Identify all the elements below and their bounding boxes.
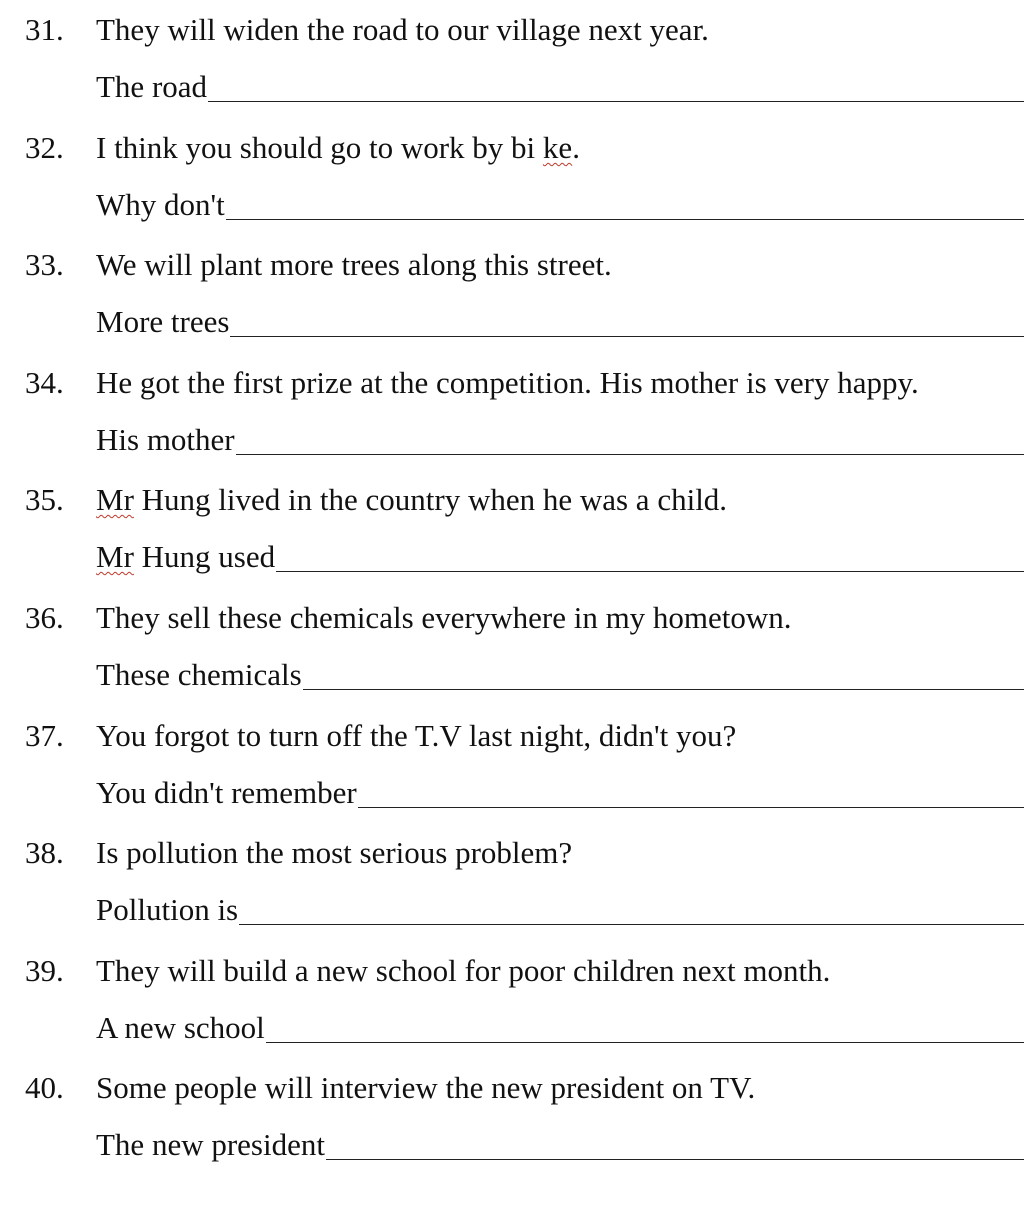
exercise-38: [0, 823, 1024, 941]
sentence-text: .: [572, 130, 580, 165]
rewrite-prompt: These chemicals: [96, 657, 302, 692]
answer-row: [96, 65, 1024, 109]
item-number: 36.: [25, 600, 64, 635]
exercise-35: [0, 470, 1024, 588]
exercise-37: [0, 706, 1024, 824]
original-sentence: [96, 478, 727, 522]
prompt-text: Hung used: [133, 539, 276, 574]
sentence-row: [0, 243, 1024, 287]
exercise-36: [0, 588, 1024, 706]
answer-blank[interactable]: [239, 888, 1024, 925]
exercise-40: [0, 1058, 1024, 1176]
sentence-row: [0, 478, 1024, 522]
item-number: 39.: [25, 953, 64, 988]
sentence-row: [0, 949, 1024, 993]
original-sentence: Some people will interview the new president on TV.: [96, 1070, 756, 1105]
item-number: 35.: [25, 482, 64, 517]
exercise-39: [0, 941, 1024, 1059]
rewrite-prompt: His mother: [96, 422, 235, 457]
spellcheck-flagged-word[interactable]: Mr: [96, 539, 134, 574]
sentence-row: [0, 831, 1024, 875]
item-number: 38.: [25, 835, 64, 870]
answer-blank[interactable]: [303, 653, 1024, 690]
answer-blank[interactable]: [266, 1006, 1024, 1043]
exercise-33: [0, 235, 1024, 353]
answer-row: [96, 888, 1024, 932]
answer-blank[interactable]: [230, 300, 1024, 337]
item-number: 31.: [25, 12, 64, 47]
item-number: 33.: [25, 247, 64, 282]
rewrite-prompt: More trees: [96, 304, 230, 339]
answer-blank[interactable]: [226, 183, 1024, 220]
rewrite-prompt: Pollution is: [96, 892, 239, 927]
exercise-32: [0, 118, 1024, 236]
sentence-row: [0, 1066, 1024, 1110]
sentence-row: [0, 8, 1024, 52]
rewrite-prompt: The new president: [96, 1127, 325, 1162]
sentence-row: [0, 596, 1024, 640]
sentence-row: [0, 714, 1024, 758]
original-sentence: They sell these chemicals everywhere in my hometown.: [96, 600, 792, 635]
exercise-31: [0, 0, 1024, 118]
original-sentence: They will widen the road to our village next year.: [96, 12, 709, 47]
original-sentence: Is pollution the most serious problem?: [96, 835, 573, 870]
answer-blank[interactable]: [358, 771, 1024, 808]
sentence-row: [0, 126, 1024, 170]
answer-blank[interactable]: [236, 418, 1024, 455]
answer-blank[interactable]: [276, 535, 1024, 572]
answer-row: [96, 535, 1024, 579]
answer-row: [96, 1123, 1024, 1167]
item-number: 37.: [25, 718, 64, 753]
answer-row: [96, 418, 1024, 462]
item-number: 34.: [25, 365, 64, 400]
sentence-row: [0, 361, 1024, 405]
answer-blank[interactable]: [326, 1123, 1024, 1160]
answer-row: [96, 183, 1024, 227]
exercise-34: [0, 353, 1024, 471]
original-sentence: You forgot to turn off the T.V last night, didn't you?: [96, 718, 737, 753]
answer-blank[interactable]: [208, 65, 1024, 102]
original-sentence: They will build a new school for poor children next month.: [96, 953, 831, 988]
answer-row: [96, 771, 1024, 815]
rewrite-prompt: You didn't remember: [96, 775, 357, 810]
sentence-text: Hung lived in the country when he was a child.: [133, 482, 728, 517]
rewrite-prompt: The road: [96, 69, 208, 104]
spellcheck-flagged-word[interactable]: ke: [542, 130, 573, 165]
answer-row: [96, 300, 1024, 344]
rewrite-prompt: Why don't: [96, 187, 225, 222]
original-sentence: We will plant more trees along this street.: [96, 247, 612, 282]
item-number: 40.: [25, 1070, 64, 1105]
rewrite-prompt: [96, 535, 275, 579]
item-number: 32.: [25, 130, 64, 165]
spellcheck-flagged-word[interactable]: Mr: [96, 482, 134, 517]
answer-row: [96, 653, 1024, 697]
rewrite-prompt: A new school: [96, 1010, 265, 1045]
sentence-text: I think you should go to work by bi: [96, 130, 543, 165]
answer-row: [96, 1006, 1024, 1050]
original-sentence: [96, 126, 580, 170]
original-sentence: He got the first prize at the competition. His mother is very happy.: [96, 365, 919, 400]
